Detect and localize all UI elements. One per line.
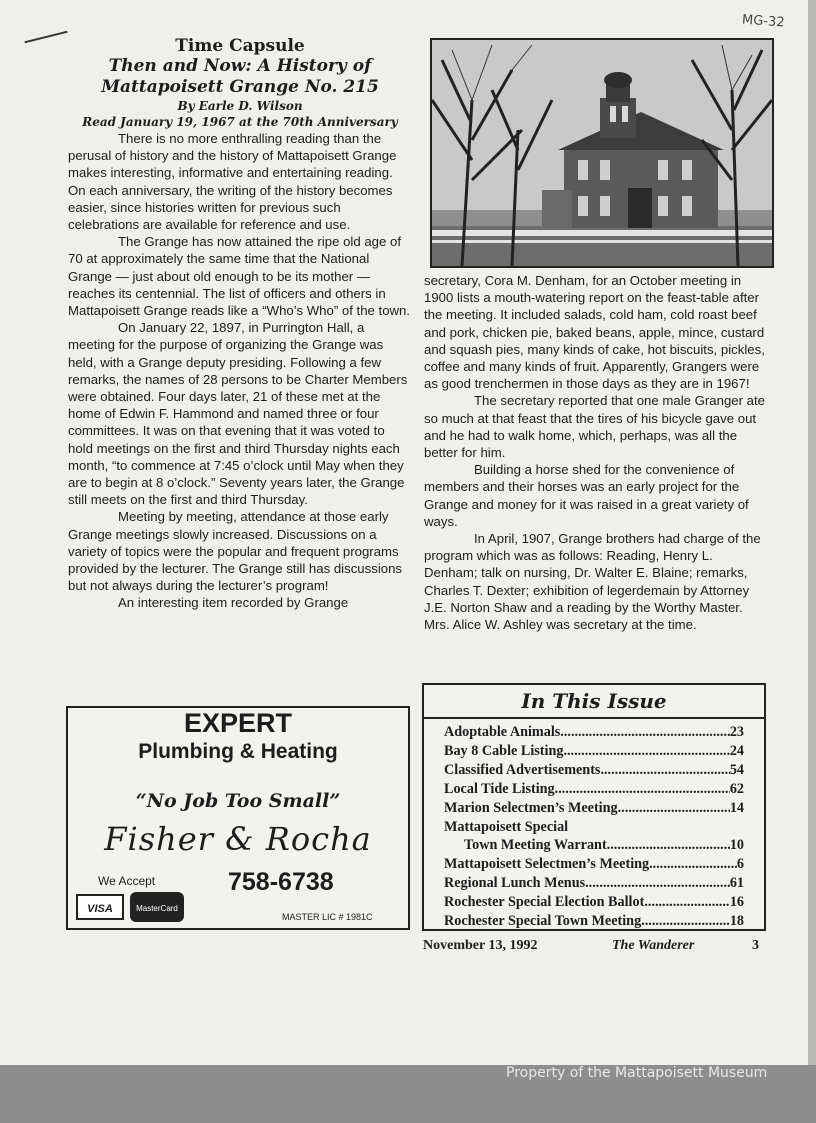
paragraph: Building a horse shed for the convenience of members and their horses was an early project for the Grange and money for it was raised in a great variety of ways.	[424, 462, 749, 529]
article-body-right	[424, 272, 768, 633]
toc-item: Mattapoisett Special	[444, 818, 569, 835]
toc-item: Regional Lunch Menus ..... 61	[444, 874, 744, 893]
toc-item: Mattapoisett Selectmen’s Meeting ..... 6	[444, 855, 744, 874]
museum-watermark: Property of the Mattapoisett Museum	[506, 1065, 768, 1081]
ad-phone-number: 758-6738	[228, 868, 334, 896]
article-body-left	[68, 130, 412, 612]
ad-slogan: “No Job Too Small”	[135, 790, 341, 812]
toc-item: Classified Advertisements ..... 54	[444, 761, 744, 780]
paragraph: In April, 1907, Grange brothers had charge of the program which was as follows: Reading, Henry L. Denham; talk on nursing, Dr. Walter E. Blaine; remarks, Charles T. Dexter; exhibition of legerdemain by Attorney J.E. Norton Shaw and a reading by the Worthy Master. Mrs. Alice W. Ashley was secretary at the time.	[424, 531, 761, 633]
grange-hall-illustration	[432, 40, 772, 266]
toc-list	[424, 719, 764, 931]
paragraph: The Grange has now attained the ripe old age of 70 at approximately the same time that the National Grange — just about old enough to be its mother — reaches its centennial. The list of officers and others in Mattapoisett Grange reads like a “Who’s Who” of the town.	[68, 234, 411, 319]
toc-item: Adoptable Animals ..... 23	[444, 723, 744, 742]
paragraph: An interesting item recorded by Grange	[118, 595, 349, 611]
article-subtitle-line1: Then and Now: A History of	[108, 56, 372, 76]
article-byline: By Earle D. Wilson	[177, 99, 303, 113]
toc-item: Town Meeting Warrant ..... 10	[444, 836, 744, 855]
toc-item: Local Tide Listing ..... 62	[444, 780, 744, 799]
archive-label: MG-32	[741, 12, 786, 31]
page-number: 3	[752, 938, 759, 953]
article-left-column	[68, 36, 412, 612]
ad-accept-label: We Accept	[98, 874, 156, 888]
plumbing-advertisement	[66, 706, 410, 930]
ad-headline: EXPERT	[183, 708, 293, 738]
article-right-column	[424, 272, 768, 633]
ad-business-name: Fisher & Rocha	[104, 820, 372, 858]
visa-logo: VISA	[76, 894, 124, 920]
in-this-issue-box	[422, 683, 766, 931]
toc-heading: In This Issue	[424, 685, 764, 719]
toc-item: Marion Selectmen’s Meeting ..... 14	[444, 799, 744, 818]
paragraph: There is no more enthralling reading than the perusal of history and the history of Mattapoisett Grange makes interesting, informative and entertaining reading. On each anniversary, the writing of the history becomes easier, since histories written for previous such celebrations are available for reference and use.	[68, 131, 397, 233]
mastercard-logo: MasterCard	[130, 892, 184, 922]
article-subtitle-line2: Mattapoisett Grange No. 215	[101, 77, 379, 97]
article-read-date: Read January 19, 1967 at the 70th Anniversary	[82, 115, 398, 129]
page-edge-shadow	[808, 0, 816, 1065]
grange-hall-photo	[430, 38, 774, 268]
publication-name: The Wanderer	[612, 938, 695, 953]
paragraph: Meeting by meeting, attendance at those early Grange meetings slowly increased. Discussions on a variety of topics were the popular and frequent programs provided by the lecturer. The Grange still has discussions but not always during the lecturer’s program!	[68, 509, 403, 594]
ad-license-number: MASTER LIC # 1981C	[282, 912, 373, 922]
toc-item: Bay 8 Cable Listing ..... 24	[444, 742, 744, 761]
paragraph: The secretary reported that one male Granger ate so much at that feast that the tires of his bicycle gave out and he had to walk home, which, perhaps, was all the better for him.	[424, 393, 766, 461]
toc-item: Rochester Special Election Ballot ..... 16	[444, 893, 744, 912]
issue-date: November 13, 1992	[423, 938, 538, 953]
paragraph: secretary, Cora M. Denham, for an October meeting in 1900 lists a mouth-watering report on the feast-table after the meeting. It included salads, cold ham, cold roast beef and pork, chicken pie, baked beans, apple, mince, custard and squash pies, many kinds of cake, hot biscuits, pickles, coffee and many kinds of fruit. Apparently, Grangers were as good trenchermen in those days as they are in 1967!	[424, 273, 765, 392]
toc-item: Rochester Special Town Meeting ..... 18	[444, 912, 744, 931]
ad-subheadline: Plumbing & Heating	[138, 740, 338, 763]
paragraph: On January 22, 1897, in Purrington Hall, a meeting for the purpose of organizing the Grange was held, with a Grange deputy presiding. Following a few remarks, the names of 28 persons to be Charter Members were obtained. Four days later, 21 of these met at the home of Edwin F. Hammond and named three or four committees. It was on that evening that it was voted to hold meetings on the first and third Thursday nights each month, “to commence at 7:45 o’clock until May when they are to begin at 8 o’clock.” Seventy years later, the Grange still meets on the first and third Thursday.	[68, 320, 408, 508]
article-title: Time Capsule	[175, 36, 305, 56]
